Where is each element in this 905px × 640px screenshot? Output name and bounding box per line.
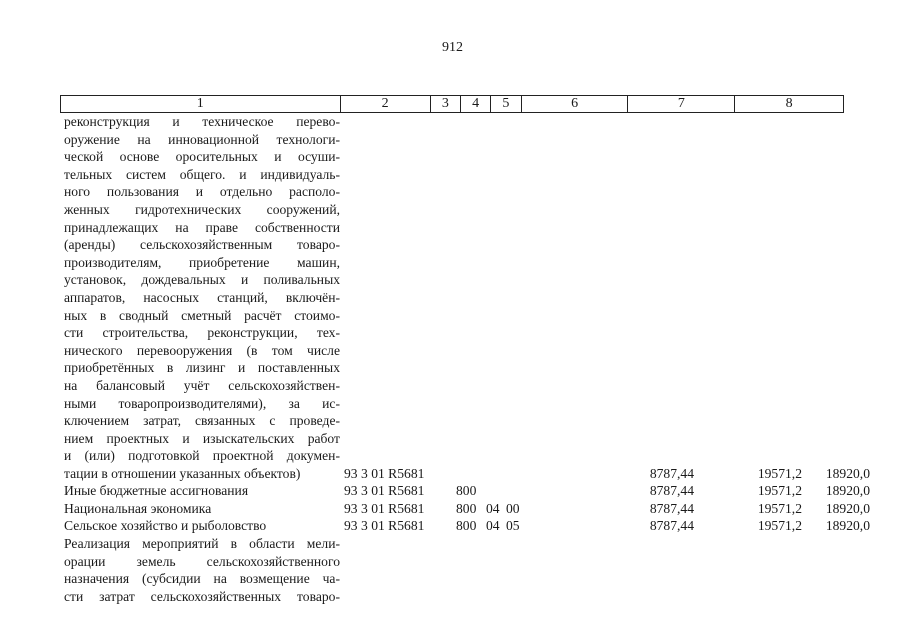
cell-amount-col6: 8787,44 [649,483,694,499]
description-line: сти затрат сельскохозяйственных товаро- [64,588,340,604]
cell-target-article: 93 3 01 R5681 [344,518,425,534]
column-header-4: 4 [461,96,491,113]
description-line: Реализация мероприятий в области мели- [64,536,340,551]
description-line: производителям, приобретение машин, [64,254,340,270]
cell-amount-col8: 18920,0 [825,483,870,499]
cell-amount-col8: 18920,0 [825,500,870,516]
cell-amount-col8: 18920,0 [825,465,870,481]
description-line: ными товаропроизводителями), за ис- [64,395,340,411]
cell-section: 04 [486,518,500,534]
description-line: на балансовый учёт сельскохозяйствен- [64,377,340,393]
description-line: сти строительства, реконструкции, тех- [64,325,340,341]
description-line: ческой основе оросительных и осуши- [64,149,340,165]
cell-subsection: 00 [506,500,520,516]
column-header-5: 5 [490,96,521,113]
cell-expense-type: 800 [456,500,477,516]
cell-amount-col7: 19571,2 [757,465,802,481]
description-line: оружение на инновационной технологи- [64,131,340,147]
cell-amount-col6: 8787,44 [649,518,694,534]
column-header-7: 7 [628,96,735,113]
description-line: орации земель сельскохозяйственного [64,553,340,569]
table-row [64,500,870,518]
description-line: назначения (субсидии на возмещение ча- [64,571,340,587]
table-row [64,517,870,535]
description-line: тации в отношении указанных объектов) [64,465,301,481]
next-row-description-block [64,535,340,605]
column-header-6: 6 [521,96,628,113]
column-header-table [60,95,844,113]
cell-subsection: 05 [506,518,520,534]
cell-target-article: 93 3 01 R5681 [344,483,425,499]
description-line: тельных систем общего. и индивидуаль- [64,166,340,182]
description-line: ных в сводный сметный расчёт стоимо- [64,307,340,323]
description-line: ключением затрат, связанных с проведе- [64,413,340,429]
cell-expense-type: 800 [456,483,477,499]
description-line: установок, дождевальных и поливальных [64,272,340,288]
cell-amount-col6: 8787,44 [649,465,694,481]
column-header-2: 2 [340,96,430,113]
cell-expense-type: 800 [456,518,477,534]
row-description-block [64,113,340,482]
cell-name: Сельское хозяйство и рыболовство [64,518,267,534]
description-line: приобретённых в лизинг и поставленных [64,360,340,376]
description-line: (аренды) сельскохозяйственным товаро- [64,237,340,253]
column-header-3: 3 [430,96,461,113]
cell-amount-col7: 19571,2 [757,518,802,534]
description-line: и (или) подготовкой проектной докумен- [64,448,340,464]
description-line: реконструкция и техническое перево- [64,114,340,129]
column-header-8: 8 [735,96,844,113]
description-line: нием проектных и изыскательских работ [64,430,340,446]
cell-amount-col7: 19571,2 [757,500,802,516]
cell-target-article: 93 3 01 R5681 [344,500,425,516]
description-line: аппаратов, насосных станций, включён- [64,289,340,305]
cell-amount-col8: 18920,0 [825,518,870,534]
cell-section: 04 [486,500,500,516]
cell-target-article: 93 3 01 R5681 [344,465,425,481]
description-line: ного пользования и отдельно располо- [64,184,340,200]
column-header-1: 1 [61,96,341,113]
cell-amount-col6: 8787,44 [649,500,694,516]
column-header-row [61,96,844,113]
cell-name: Национальная экономика [64,500,212,516]
description-line: принадлежащих на праве собственности [64,219,340,235]
description-line: женных гидротехнических сооружений, [64,201,340,217]
table-row [64,465,870,483]
table-row [64,482,870,500]
cell-amount-col7: 19571,2 [757,483,802,499]
description-line: нического перевооружения (в том числе [64,342,340,358]
cell-name: Иные бюджетные ассигнования [64,483,249,499]
page-number: 912 [442,40,463,55]
